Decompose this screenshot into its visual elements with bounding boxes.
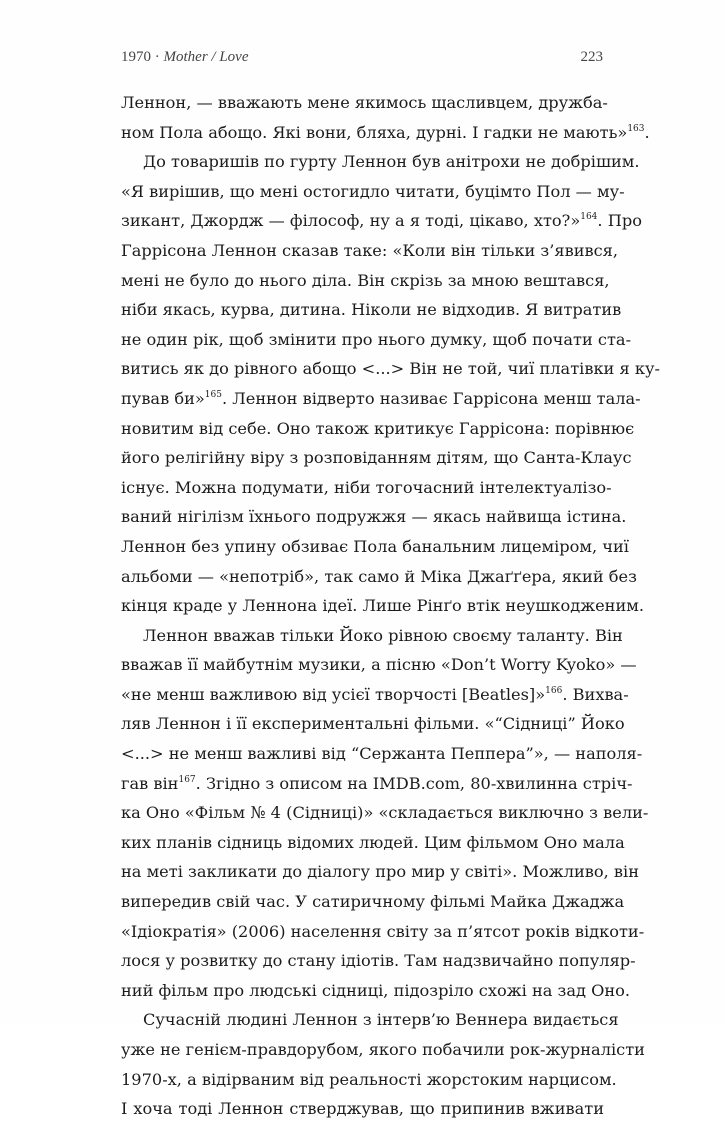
- text-line: [121, 828, 625, 858]
- text-line: [121, 709, 625, 739]
- text-line: [121, 206, 642, 236]
- text-line: [121, 1035, 645, 1065]
- text-segment: <...> не менш важливі від “Сержанта Пеппера”», — наполя-: [121, 744, 643, 764]
- text-segment: .: [644, 122, 650, 142]
- text-segment: його релігійну віру з розповіданням дітям, що Санта-Клаус: [121, 448, 632, 468]
- footnote-ref: 167: [178, 774, 196, 785]
- running-title: [121, 49, 248, 66]
- text-segment: 1970-х, а відірваним від реальності жорстоким нарцисом.: [121, 1069, 617, 1089]
- text-segment: гав він: [121, 773, 179, 793]
- text-segment: пував би»: [121, 388, 205, 408]
- text-segment: . Леннон відверто називає Гаррісона менш тала-: [221, 388, 641, 408]
- text-segment: існує. Можна подумати, ніби тогочасний інтелектуалізо-: [121, 477, 612, 497]
- text-line: [121, 118, 650, 148]
- text-line: [121, 1065, 617, 1095]
- text-line: [121, 798, 649, 828]
- text-segment: Гаррісона Леннон сказав таке: «Коли він тільки з’явився,: [121, 240, 619, 260]
- text-segment: лося у розвитку до стану ідіотів. Там надзвичайно популяр-: [121, 951, 636, 971]
- text-segment: уже не генієм-правдорубом, якого побачили рок-журналісти: [121, 1040, 645, 1059]
- text-segment: . Вихва-: [562, 684, 629, 704]
- text-line: [121, 354, 660, 384]
- text-segment: ний фільм про людські сідниці, підозріло схожі на зад Оно.: [121, 980, 631, 1000]
- text-segment: «Я вирішив, що мені остогидло читати, буцімто Пол — му-: [121, 181, 625, 201]
- text-segment: Леннон, — вважають мене якимось щасливцем, дружба-: [121, 93, 608, 112]
- text-line: [121, 532, 629, 562]
- footnote-ref: 165: [204, 389, 222, 400]
- page-number: 223: [580, 49, 603, 65]
- text-segment: «не менш важливою від усієї творчості [Beatles]»: [121, 684, 546, 704]
- text-segment: випередив свій час. У сатиричному фільмі Майка Джаджа: [121, 892, 625, 912]
- text-segment: ляв Леннон і її експериментальні фільми. «“Сідниці” Йоко: [121, 714, 625, 734]
- footnote-ref: 164: [580, 212, 598, 223]
- text-line: [121, 621, 623, 651]
- text-line: [121, 769, 633, 799]
- text-line: [121, 976, 631, 1006]
- text-line: [121, 443, 632, 473]
- text-line: [121, 680, 629, 710]
- text-line: [121, 887, 625, 917]
- text-segment: не один рік, щоб змінити про нього думку, щоб почати ста-: [121, 329, 632, 349]
- body-text: [121, 88, 660, 1124]
- text-segment: Сучасній людині Леннон з інтерв’ю Веннера видається: [143, 1010, 619, 1030]
- text-line: [121, 177, 625, 207]
- text-segment: І хоча тоді Леннон стверджував, що припинив вживати: [121, 1099, 604, 1119]
- running-header: [121, 49, 603, 73]
- text-segment: Леннон вважав тільки Йоко рівною своєму таланту. Він: [143, 625, 623, 645]
- text-segment: . Згідно з описом на IMDB.com, 80-хвилинна стріч-: [195, 773, 633, 793]
- text-line: [121, 1094, 604, 1124]
- text-segment: До товаришів по гурту Леннон був анітрохи не добрішим.: [143, 152, 640, 172]
- text-segment: вважав її майбутнім музики, а пісню «Don’t Worry Kyoko» —: [121, 655, 637, 675]
- footnote-ref: 166: [545, 685, 563, 696]
- text-line: [121, 917, 645, 947]
- text-line: [121, 739, 643, 769]
- text-line: [121, 147, 640, 177]
- text-segment: новитим від себе. Оно також критикує Гаррісона: порівнює: [121, 418, 635, 438]
- text-line: [121, 236, 619, 266]
- text-segment: кінця краде у Леннона ідеї. Лише Рінґо втік неушкодженим.: [121, 596, 644, 616]
- text-line: [121, 946, 636, 976]
- text-segment: ніби якась, курва, дитина. Ніколи не відходив. Я витратив: [121, 300, 622, 320]
- text-segment: на меті закликати до діалогу про мир у світі». Можливо, він: [121, 862, 639, 882]
- text-line: [121, 384, 641, 414]
- text-segment: . Про: [597, 211, 642, 231]
- text-segment: ких планів сідниць відомих людей. Цим фільмом Оно мала: [121, 832, 625, 852]
- text-segment: ваний нігілізм їхнього подружжя — якась найвища істина.: [121, 507, 627, 527]
- text-segment: Леннон без упину обзиває Пола банальним лицеміром, чиї: [121, 536, 629, 556]
- text-line: [121, 1005, 619, 1035]
- header-year: 1970: [121, 49, 151, 65]
- text-line: [121, 414, 635, 444]
- text-line: [121, 88, 608, 118]
- text-line: [121, 295, 622, 325]
- header-separator: ·: [154, 49, 160, 65]
- text-segment: «Ідіократія» (2006) населення світу за п’ятсот років відкоти-: [121, 921, 645, 941]
- text-line: [121, 857, 639, 887]
- text-segment: ка Оно «Фільм № 4 (Сідниці)» «складається виключно з вели-: [121, 803, 649, 823]
- text-line: [121, 591, 644, 621]
- text-segment: ном Пола абощо. Які вони, бляха, дурні. І гадки не мають»: [121, 122, 628, 142]
- text-segment: мені не було до нього діла. Він скрізь за мною вештався,: [121, 270, 610, 290]
- header-chapter-title: Mother / Love: [163, 49, 249, 65]
- text-line: [121, 325, 632, 355]
- text-segment: зикант, Джордж — філософ, ну а я тоді, цікаво, хто?»: [121, 211, 581, 231]
- text-line: [121, 562, 637, 592]
- text-line: [121, 266, 610, 296]
- text-segment: альбоми — «непотріб», так само й Міка Джаґґера, який без: [121, 566, 637, 586]
- text-line: [121, 650, 637, 680]
- text-segment: витись як до рівного абощо <...> Він не той, чиї платівки я ку-: [121, 359, 660, 379]
- footnote-ref: 163: [627, 123, 645, 134]
- text-line: [121, 473, 612, 503]
- text-line: [121, 502, 627, 532]
